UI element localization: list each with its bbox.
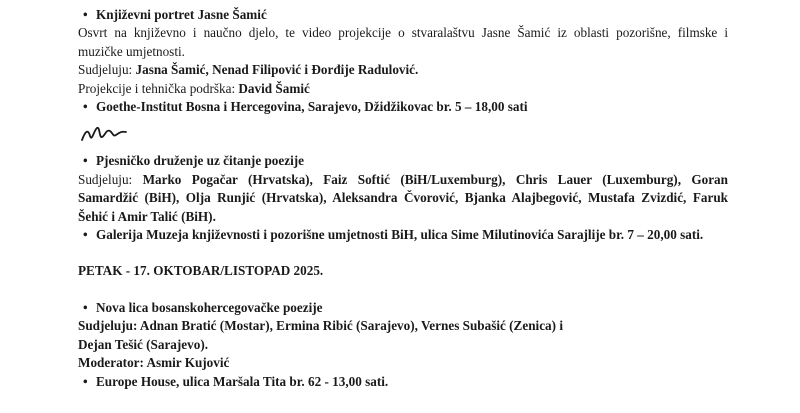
bullet-icon: •: [83, 153, 88, 169]
event3-location-text: Europe House, ulica Maršala Tita br. 62 - 13,00 sati.: [96, 373, 389, 389]
bullet-icon: •: [83, 227, 88, 243]
event1-desc-line1: Osvrt na književno i naučno djelo, te video projekcije o stvaralaštvu Jasne Šamić iz oblasti pozorišne, filmske i: [78, 25, 728, 41]
event1-participants: [78, 61, 728, 79]
participants-names: Jasna Šamić, Nenad Filipović i Đorđije Radulović.: [135, 62, 419, 78]
support-label: Projekcije i tehnička podrška:: [78, 80, 236, 96]
event1-desc-line2: muzičke umjetnosti.: [78, 43, 185, 59]
event3-participants-line2: Dejan Tešić (Sarajevo).: [78, 336, 209, 352]
event-title: [78, 6, 728, 24]
event2-title: [78, 152, 728, 170]
event2-participants-line1: [78, 171, 728, 189]
support-name: David Šamić: [238, 80, 310, 96]
day-heading: PETAK - 17. OKTOBAR/LISTOPAD 2025.: [78, 263, 324, 279]
bullet-icon: •: [83, 373, 88, 389]
event3-moderator: Moderator: Asmir Kujović: [78, 355, 230, 371]
event2-location: [78, 226, 728, 244]
event2-participants-line2: Samardžić (BiH), Olja Runjić (Hrvatska), Aleksandra Čvorović, Bjanka Alajbegović, Mustafa Zvizdić, Faruk: [78, 190, 728, 206]
participants-label: Sudjeluju:: [78, 171, 133, 187]
participants-names: Marko Pogačar (Hrvatska), Faiz Softić (BiH/Luxemburg), Chris Lauer (Luxemburg), Goran: [142, 171, 728, 187]
event3-participants-line1: Sudjeluju: Adnan Bratić (Mostar), Ermina Ribić (Sarajevo), Vernes Subašić (Zenica) i: [78, 318, 564, 334]
event3-location: [78, 373, 728, 391]
event3-title-text: Nova lica bosanskohercegovačke poezije: [96, 299, 323, 315]
event1-location: [78, 98, 728, 116]
bullet-icon: •: [83, 99, 88, 115]
event2-location-text: Galerija Muzeja književnosti i pozorišne umjetnosti BiH, ulica Sime Milutinovića Sarajlije br. 7 – 20,00 sati.: [96, 227, 704, 243]
event1-title: Književni portret Jasne Šamić: [96, 7, 267, 22]
event1-support: [78, 80, 728, 98]
event1-location-text: Goethe-Institut Bosna i Hercegovina, Sarajevo, Džidžikovac br. 5 – 18,00 sati: [96, 99, 528, 115]
program-page: [78, 6, 728, 391]
calligraphic-flourish-icon: [78, 116, 728, 152]
event3-title: [78, 299, 728, 317]
bullet-icon: •: [83, 7, 88, 22]
event2-title-text: Pjesničko druženje uz čitanje poezije: [96, 153, 305, 169]
bullet-icon: •: [83, 299, 88, 315]
participants-label: Sudjeluju:: [78, 62, 133, 78]
event2-participants-line3: Šehić i Amir Talić (BiH).: [78, 208, 216, 224]
